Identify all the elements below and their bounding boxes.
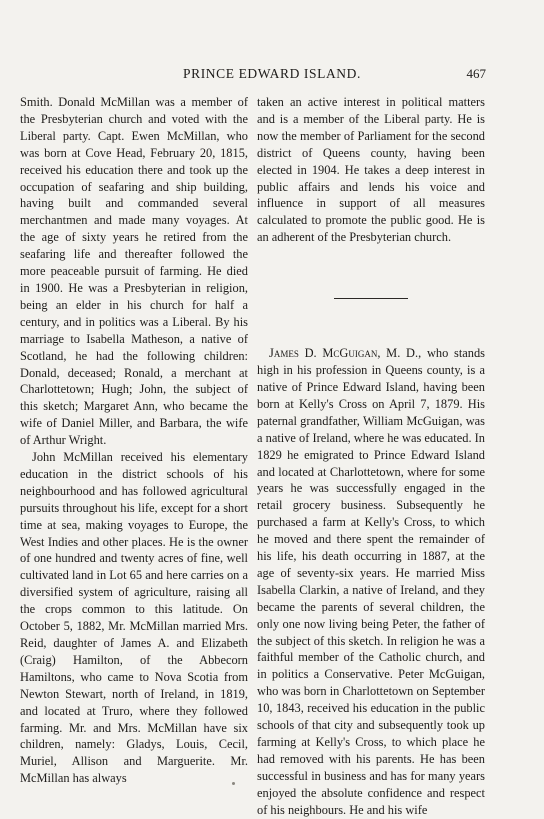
running-title: PRINCE EDWARD ISLAND. [183,66,361,81]
right-column [257,94,485,819]
page-speck [232,782,235,785]
biography-body: , who stands high in his profession in Queens county, is a native of Prince Edward Island, having been born at Kelly's Cross on April 7, 1879. His paternal grandfather, William McGuigan, was a native of Ireland, where he was educated. In 1829 he emigrated to Prince Edward Island and located at Charlottetown, where for some years he was successfully engaged in the retail grocery business. Subsequently he purchased a farm at Kelly's Cross, to which he moved and there spent the remainder of his life, his death occurring in 1887, at the age of seventy-six years. He married Miss Isabella Clarkin, a native of Ireland, and they became the parents of several children, the only one now living being Peter, the father of the subject of this sketch. In religion he was a faithful member of the Catholic church, and in politics a Conservative. Peter McGuigan, who was born in Charlottetown on September 10, 1843, received his education in the public schools of that city and subsequently took up farming at Kelly's Cross, to which place he had removed with his parents. He has been successful in business and has for many years enjoyed the absolute confidence and respect of his neighbours. He and his wife [257,346,485,817]
left-paragraph-2: John McMillan received his elementary education in the district schools of his neighbourhood and has followed agricultural pursuits throughout his life, except for a short time at sea, making voyages to Europe, the West Indies and other places. He is the owner of one hundred and twenty acres of fine, well cultivated land in Lot 65 and here carries on a diversified system of agriculture, raising all the crops common to this latitude. On October 5, 1882, Mr. McMillan married Mrs. Reid, daughter of James A. and Elizabeth (Craig) Hamilton, of the Abbecorn Hamiltons, who came to Nova Scotia from Newton Stewart, north of Ireland, in 1819, and located at Truro, where they followed farming. Mr. and Mrs. McMillan have six children, namely: Gladys, Louis, Cecil, Muriel, Allison and Marguerite. Mr. McMillan has always [20,450,248,786]
running-header [0,66,544,86]
biography-subject-name: James D. McGuigan, M. D. [269,346,419,361]
right-paragraph-1: taken an active interest in political matters and is a member of the Liberal party. He is now the member of Parliament for the second district of Queens county, having been elected in 1904. He takes a deep interest in public affairs and lends his voice and influence in support of all measures calculated to promote the public good. He is an adherent of the Presbyterian church. [257,95,485,245]
right-paragraph-2 [257,345,485,818]
section-divider [334,298,408,299]
left-column [20,94,248,787]
left-paragraph-1: Smith. Donald McMillan was a member of the Presbyterian church and voted with the Liberal party. Capt. Ewen McMillan, who was born at Cove Head, February 20, 1815, received his education there and took up the occupation of seafaring and ship building, having built and commanded several merchantmen and made many voyages. At the age of sixty years he retired from the seafaring life and thereafter followed the more peaceable pursuit of farming. He died in 1900. He was a Presbyterian in religion, being an elder in his church for half a century, and in politics was a Liberal. By his marriage to Isabella Matheson, a native of Scotland, he had the following children: Donald, deceased; Ronald, a merchant at Charlottetown; Hugh; John, the subject of this sketch; Margaret Ann, who became the wife of Daniel Miller, and Barbara, the wife of Arthur Wright. [20,95,248,448]
page-number: 467 [466,66,486,81]
